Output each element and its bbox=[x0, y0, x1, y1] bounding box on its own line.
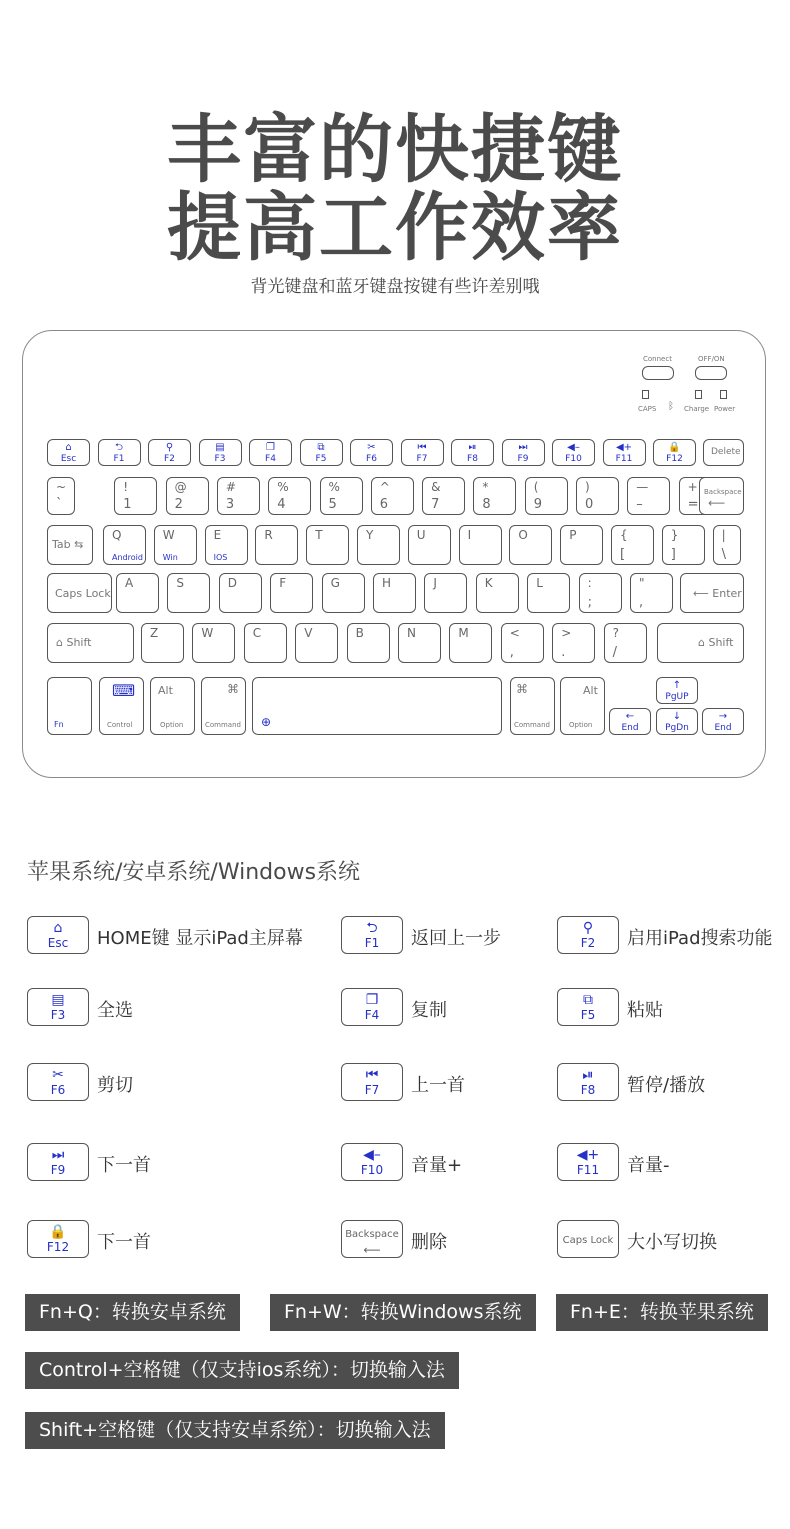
key-label: Alt bbox=[158, 684, 173, 697]
key-top: ! bbox=[123, 480, 129, 494]
globe-icon: ⊕ bbox=[261, 715, 272, 729]
key-icon: ◀– bbox=[567, 442, 580, 453]
key-label: F4 bbox=[265, 454, 276, 464]
key-icon: ⚲ bbox=[165, 442, 174, 453]
key-label: Delete bbox=[711, 447, 741, 457]
key-top: P bbox=[569, 528, 577, 542]
key-bottom: 2 bbox=[174, 497, 183, 512]
key-Y bbox=[357, 525, 400, 565]
key-top: % bbox=[328, 480, 340, 494]
key-top: V bbox=[304, 626, 313, 640]
key-label: F8 bbox=[467, 454, 478, 464]
legend-key-label: F4 bbox=[364, 1008, 380, 1022]
key-num bbox=[47, 477, 75, 515]
key-top: W bbox=[162, 528, 175, 542]
key-top: { bbox=[620, 528, 628, 542]
key-? bbox=[604, 623, 647, 663]
key-label: Fn bbox=[54, 720, 64, 729]
key-top: } bbox=[670, 528, 679, 542]
keyboard-illustration bbox=[22, 330, 766, 778]
key-f8 bbox=[451, 439, 494, 466]
connect-label: Connect bbox=[643, 355, 672, 363]
key-icon: ⏯ bbox=[468, 442, 477, 453]
key-S bbox=[167, 573, 210, 613]
charge-led bbox=[695, 390, 702, 399]
key-label: End bbox=[714, 723, 732, 733]
legend-key bbox=[27, 1220, 89, 1258]
key-num bbox=[268, 477, 311, 515]
legend-key-label: ⟵ bbox=[363, 1243, 381, 1257]
key-bottom: 3 bbox=[225, 497, 235, 512]
legend-key-label: F10 bbox=[360, 1163, 384, 1177]
key-num bbox=[320, 477, 363, 515]
key-bottom: = bbox=[687, 497, 699, 512]
key-num bbox=[576, 477, 619, 515]
key-f11 bbox=[603, 439, 646, 466]
key-top: D bbox=[227, 576, 238, 590]
arrow-down-icon: ↓ bbox=[672, 711, 682, 722]
legend-key-icon: Backspace bbox=[345, 1229, 399, 1240]
key-top: @ bbox=[174, 480, 187, 494]
legend-key bbox=[341, 916, 403, 954]
charge-label: Charge bbox=[684, 405, 710, 413]
key-capslock bbox=[47, 573, 112, 613]
key-f2 bbox=[148, 439, 191, 466]
legend-key bbox=[27, 988, 89, 1026]
legend-key bbox=[27, 916, 89, 954]
section-title: 苹果系统/安卓系统/Windows系统 bbox=[27, 860, 361, 885]
legend-key-icon: ⏭ bbox=[51, 1147, 65, 1163]
key-Z bbox=[141, 623, 184, 663]
legend-key bbox=[557, 1063, 619, 1101]
key-N bbox=[398, 623, 441, 663]
key-top: * bbox=[482, 480, 489, 494]
key-top: < bbox=[509, 626, 520, 640]
key-top: ( bbox=[533, 480, 539, 494]
key-bottom: 0 bbox=[585, 497, 594, 512]
arrow-right-icon: → bbox=[718, 711, 728, 722]
combo-pill: Fn+E：转换苹果系统 bbox=[556, 1294, 768, 1331]
legend-key-label: F12 bbox=[46, 1240, 70, 1254]
key-icon: ▤ bbox=[215, 442, 225, 453]
key-label: PgUP bbox=[665, 692, 689, 702]
legend-description: HOME键 显示iPad主屏幕 bbox=[97, 928, 303, 949]
key-H bbox=[373, 573, 416, 613]
key-icon: ⏮ bbox=[417, 442, 427, 453]
key-P bbox=[560, 525, 603, 565]
legend-description: 暂停/播放 bbox=[627, 1075, 706, 1096]
key-num bbox=[627, 477, 670, 515]
key-end-left bbox=[609, 708, 651, 735]
legend-description: 返回上一步 bbox=[411, 928, 501, 949]
key-top: ^ bbox=[379, 480, 390, 494]
key-label: ⌂ Shift bbox=[698, 636, 734, 649]
key-bottom: Android bbox=[112, 553, 143, 562]
key-top: K bbox=[484, 576, 493, 590]
command-icon: ⌘ bbox=[516, 682, 528, 696]
key-E bbox=[205, 525, 248, 565]
key-top: H bbox=[382, 576, 392, 590]
caps-led bbox=[642, 390, 649, 399]
legend-key bbox=[27, 1063, 89, 1101]
key-label: Tab ⇆ bbox=[52, 538, 84, 551]
key-num bbox=[114, 477, 157, 515]
key-top: R bbox=[264, 528, 273, 542]
legend-description: 剪切 bbox=[97, 1075, 133, 1096]
key-label: F7 bbox=[416, 454, 428, 464]
key-bottom: . bbox=[561, 645, 566, 660]
legend-key-icon: ❐ bbox=[365, 992, 379, 1008]
key-label: ⌂ Shift bbox=[56, 636, 92, 649]
combo-pill: Control+空格键（仅支持ios系统）：切换输入法 bbox=[25, 1352, 459, 1389]
key-top: % bbox=[277, 480, 289, 494]
key-label: Alt bbox=[583, 684, 598, 697]
key-command-right bbox=[510, 677, 555, 735]
key-f1 bbox=[98, 439, 141, 466]
key-C bbox=[244, 623, 287, 663]
key-K bbox=[476, 573, 519, 613]
key-backspace bbox=[699, 477, 744, 515]
key-sub: Option bbox=[160, 721, 184, 729]
key-bottom: / bbox=[612, 645, 617, 660]
key-label: F9 bbox=[517, 454, 529, 464]
legend-description: 下一首 bbox=[97, 1155, 151, 1176]
legend-key-label: Esc bbox=[47, 936, 69, 950]
power-led bbox=[720, 390, 727, 399]
key-icon: ⏭ bbox=[518, 442, 528, 453]
key-f4 bbox=[249, 439, 292, 466]
key-top: Y bbox=[366, 528, 374, 542]
key-end-right bbox=[702, 708, 744, 735]
key-top: L bbox=[536, 576, 543, 590]
key-num bbox=[371, 477, 414, 515]
key-top: + bbox=[687, 480, 698, 494]
key-top: G bbox=[330, 576, 340, 590]
key-space bbox=[252, 677, 502, 735]
legend-key bbox=[557, 1143, 619, 1181]
key-label: F12 bbox=[666, 454, 683, 464]
key-top: # bbox=[225, 480, 236, 494]
key-bottom: 5 bbox=[328, 497, 337, 512]
key-label: Backspace bbox=[704, 488, 742, 496]
legend-key-icon: ◀– bbox=[363, 1147, 381, 1163]
backspace-arrow-icon: ⟵ bbox=[708, 496, 726, 510]
key-icon: ⌂ bbox=[65, 442, 72, 453]
key-top: — bbox=[636, 480, 649, 494]
legend-key-icon: ⮌ bbox=[366, 920, 378, 936]
key-bottom: 1 bbox=[123, 497, 132, 512]
legend-key-label: F5 bbox=[580, 1008, 596, 1022]
key-f3 bbox=[199, 439, 242, 466]
legend-key bbox=[557, 916, 619, 954]
key-icon: ✂ bbox=[367, 442, 376, 453]
key-label: F10 bbox=[565, 454, 582, 464]
key-bottom: – bbox=[636, 497, 643, 512]
key-G bbox=[322, 573, 365, 613]
legend-key-icon: ⧉ bbox=[583, 992, 593, 1008]
key-icon: ⧉ bbox=[317, 442, 325, 453]
legend-description: 启用iPad搜索功能 bbox=[627, 928, 773, 949]
arrow-up-icon: ↑ bbox=[672, 680, 682, 691]
key-label: F2 bbox=[164, 454, 175, 464]
key-tab bbox=[47, 525, 93, 565]
key-bottom: ] bbox=[670, 547, 676, 562]
key-bottom: 7 bbox=[431, 497, 440, 512]
legend-key bbox=[341, 1220, 403, 1258]
legend-key-icon: ⚲ bbox=[582, 920, 594, 936]
key-f10 bbox=[552, 439, 595, 466]
key-fn bbox=[47, 677, 92, 735]
key-top: ? bbox=[612, 626, 619, 640]
key-top: | bbox=[721, 528, 726, 542]
power-label: Power bbox=[714, 405, 736, 413]
key-command-left bbox=[201, 677, 246, 735]
key-top: A bbox=[125, 576, 134, 590]
key-alt-right bbox=[560, 677, 605, 735]
key-} bbox=[662, 525, 705, 565]
combo-pill: Fn+W：转换Windows系统 bbox=[270, 1294, 536, 1331]
key-label: F6 bbox=[366, 454, 377, 464]
key-U bbox=[408, 525, 451, 565]
key-top: J bbox=[433, 576, 437, 590]
key-top: & bbox=[431, 480, 441, 494]
key-label: F5 bbox=[315, 454, 327, 464]
keyboard-icon: ⌨ bbox=[112, 681, 136, 700]
legend-key-label: F2 bbox=[580, 936, 596, 950]
caps-label: CAPS bbox=[638, 405, 657, 413]
key-W bbox=[192, 623, 235, 663]
key-< bbox=[501, 623, 544, 663]
key-icon: ◀+ bbox=[615, 442, 633, 453]
legend-key-icon: ✂ bbox=[52, 1067, 64, 1083]
key-f12 bbox=[653, 439, 696, 466]
key-f9 bbox=[502, 439, 545, 466]
legend-description: 上一首 bbox=[411, 1075, 465, 1096]
key-L bbox=[527, 573, 570, 613]
offon-label: OFF/ON bbox=[698, 355, 725, 363]
title-line-1: 丰富的快捷键 bbox=[167, 107, 623, 193]
legend-description: 全选 bbox=[97, 1000, 133, 1021]
key-> bbox=[552, 623, 595, 663]
key-num bbox=[525, 477, 568, 515]
key-bottom: ; bbox=[587, 595, 592, 610]
key-V bbox=[295, 623, 338, 663]
subtitle: 背光键盘和蓝牙键盘按键有些许差别哦 bbox=[250, 277, 540, 297]
indicator-panel bbox=[638, 351, 753, 421]
legend-key-label: F7 bbox=[364, 1083, 380, 1097]
key-icon: ❐ bbox=[266, 442, 275, 453]
key-shift-left bbox=[47, 623, 134, 663]
legend-key bbox=[341, 988, 403, 1026]
key-| bbox=[713, 525, 741, 565]
key-I bbox=[459, 525, 502, 565]
legend-key bbox=[557, 988, 619, 1026]
legend-key-icon: ⏯ bbox=[582, 1067, 594, 1083]
key-B bbox=[347, 623, 390, 663]
key-bottom: \ bbox=[721, 547, 726, 562]
key-top: ~ bbox=[56, 480, 67, 494]
legend-key-label: F9 bbox=[50, 1163, 66, 1177]
key-top: C bbox=[252, 626, 262, 640]
key-top: S bbox=[176, 576, 185, 590]
legend-key-label: F11 bbox=[576, 1163, 600, 1177]
legend-description: 粘贴 bbox=[627, 1000, 663, 1021]
connect-button bbox=[642, 366, 674, 380]
key-top: I bbox=[467, 528, 472, 542]
legend-description: 复制 bbox=[411, 1000, 447, 1021]
key-top: Q bbox=[112, 528, 122, 542]
key-control bbox=[99, 677, 144, 735]
key-label: F1 bbox=[113, 454, 125, 464]
legend-description: 音量+ bbox=[411, 1155, 463, 1176]
key-A bbox=[116, 573, 159, 613]
key-label: Command bbox=[205, 721, 241, 729]
key-T bbox=[306, 525, 349, 565]
key-bottom: [ bbox=[620, 547, 626, 562]
key-pgdn bbox=[656, 708, 698, 735]
key-label: ⟵ Enter bbox=[693, 587, 742, 600]
key-top: ) bbox=[585, 480, 590, 494]
key-num bbox=[473, 477, 516, 515]
key-{ bbox=[611, 525, 654, 565]
key-enter bbox=[680, 573, 744, 613]
key-label: Command bbox=[514, 721, 550, 729]
legend-key-label: F1 bbox=[364, 936, 380, 950]
legend-key bbox=[341, 1063, 403, 1101]
key-top: > bbox=[561, 626, 572, 640]
key-label: F3 bbox=[214, 454, 226, 464]
key-label: Caps Lock bbox=[55, 587, 111, 600]
legend-description: 删除 bbox=[411, 1232, 447, 1253]
key-top: F bbox=[279, 576, 287, 590]
key-top: E bbox=[213, 528, 222, 542]
legend-key-icon: 🔒 bbox=[49, 1224, 67, 1240]
key-J bbox=[424, 573, 467, 613]
legend-description: 大小写切换 bbox=[627, 1232, 717, 1253]
key-bottom: 6 bbox=[379, 497, 389, 512]
title-line-2: 提高工作效率 bbox=[167, 185, 623, 271]
arrow-left-icon: ← bbox=[625, 711, 635, 722]
key-top: N bbox=[407, 626, 416, 640]
key-O bbox=[509, 525, 552, 565]
legend-key-icon: ▤ bbox=[51, 992, 65, 1008]
key-bottom: IOS bbox=[213, 553, 228, 562]
key-top: M bbox=[458, 626, 469, 640]
key-f7 bbox=[401, 439, 444, 466]
key-delete bbox=[703, 439, 744, 466]
legend-key-icon: Caps Lock bbox=[562, 1235, 614, 1246]
combo-pill: Fn+Q：转换安卓系统 bbox=[25, 1294, 240, 1331]
legend-key-icon: ⌂ bbox=[53, 920, 63, 936]
key-Q bbox=[103, 525, 146, 565]
key-icon: 🔒 bbox=[668, 442, 681, 453]
key-shift-right bbox=[657, 623, 744, 663]
key-sub: Option bbox=[569, 721, 593, 729]
key-top: U bbox=[416, 528, 426, 542]
key-F bbox=[270, 573, 313, 613]
legend-description: 音量- bbox=[627, 1155, 670, 1176]
key-num bbox=[422, 477, 465, 515]
legend-key-label: F8 bbox=[580, 1083, 596, 1097]
legend-key bbox=[557, 1220, 619, 1258]
key-W bbox=[154, 525, 197, 565]
key-label: End bbox=[621, 723, 639, 733]
command-icon: ⌘ bbox=[227, 682, 239, 696]
key-bottom: , bbox=[639, 595, 644, 610]
key-bottom: , bbox=[509, 645, 514, 660]
key-f6 bbox=[350, 439, 393, 466]
key-M bbox=[449, 623, 492, 663]
key-esc bbox=[47, 439, 90, 466]
key-bottom: ` bbox=[56, 497, 63, 512]
key-bottom: 9 bbox=[533, 497, 542, 512]
key-alt-left bbox=[150, 677, 195, 735]
legend-key-icon: ⏮ bbox=[365, 1067, 379, 1083]
key-label: Esc bbox=[60, 454, 77, 464]
key-R bbox=[255, 525, 298, 565]
key-f5 bbox=[300, 439, 343, 466]
key-: bbox=[579, 573, 622, 613]
legend-key bbox=[27, 1143, 89, 1181]
combo-pill: Shift+空格键（仅支持安卓系统）：切换输入法 bbox=[25, 1412, 445, 1449]
key-D bbox=[219, 573, 262, 613]
key-num bbox=[166, 477, 209, 515]
key-top: W bbox=[201, 626, 214, 640]
key-pgup bbox=[656, 677, 698, 704]
key-top: Z bbox=[150, 626, 159, 640]
legend-description: 下一首 bbox=[97, 1232, 151, 1253]
legend-key-label: F6 bbox=[50, 1083, 66, 1097]
legend-key bbox=[341, 1143, 403, 1181]
bluetooth-icon: ᛒ bbox=[668, 401, 674, 412]
key-top: " bbox=[639, 576, 645, 590]
key-num bbox=[217, 477, 260, 515]
key-top: : bbox=[587, 576, 592, 590]
key-" bbox=[630, 573, 673, 613]
key-icon: ⮌ bbox=[114, 442, 123, 453]
key-bottom: 8 bbox=[482, 497, 491, 512]
key-label: F11 bbox=[615, 454, 633, 464]
key-label: PgDn bbox=[665, 723, 689, 733]
key-label: Control bbox=[107, 721, 133, 729]
legend-key-icon: ◀+ bbox=[576, 1147, 600, 1163]
key-top: O bbox=[518, 528, 528, 542]
power-switch bbox=[695, 366, 727, 380]
legend-key-label: F3 bbox=[50, 1008, 66, 1022]
key-bottom: Win bbox=[162, 553, 178, 562]
key-bottom: 4 bbox=[277, 497, 286, 512]
key-top: B bbox=[355, 626, 364, 640]
key-top: T bbox=[315, 528, 323, 542]
